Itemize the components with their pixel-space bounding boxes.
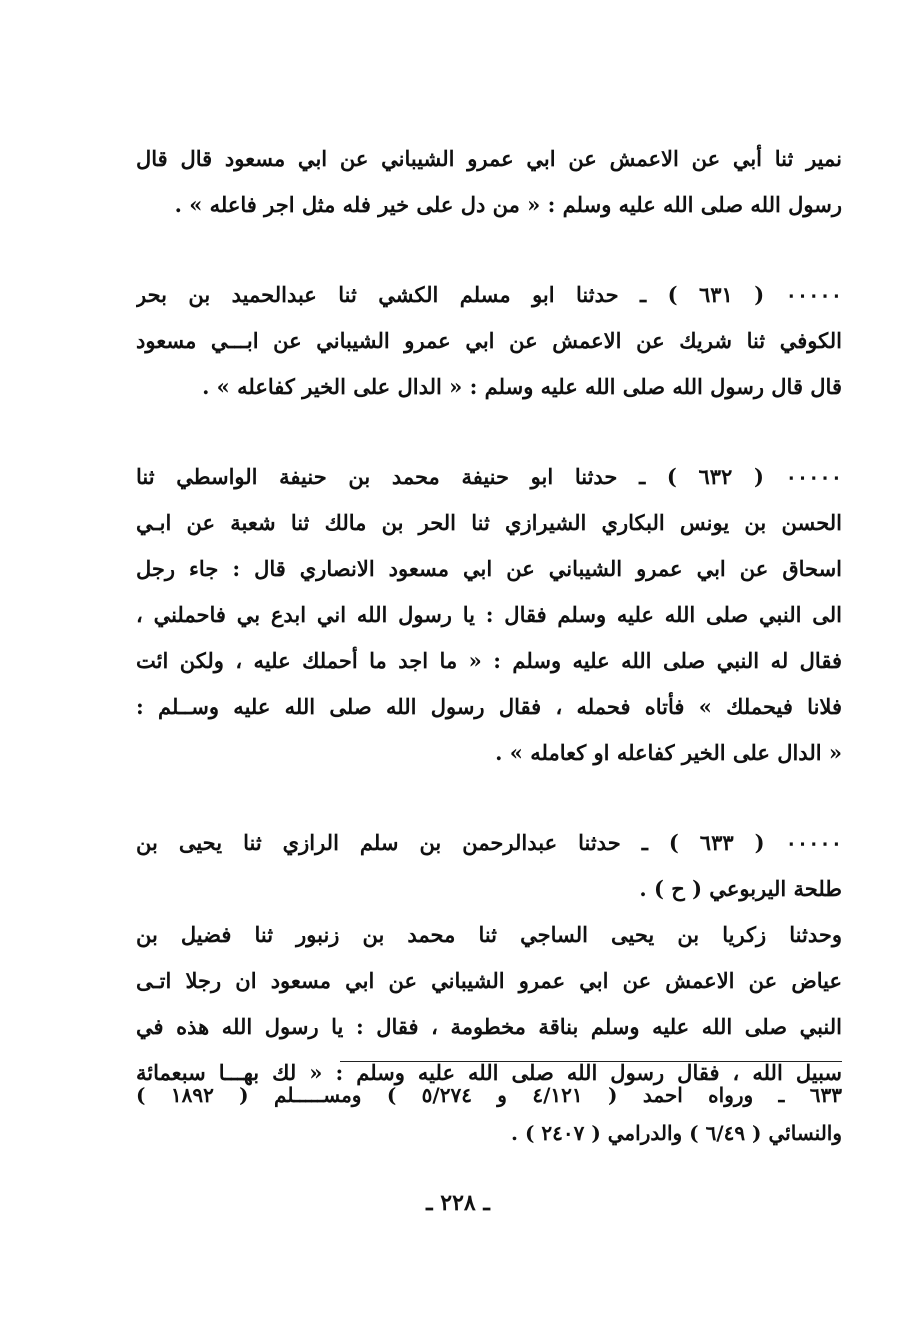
paragraph-gap [136,228,842,272]
text-line: عياض عن الاعمش عن ابي عمرو الشيباني عن ابي مسعود ان رجلا اتـى [136,968,842,993]
text-line: فلانا فيحملك » فأتاه فحمله ، فقال رسول الله صلى الله عليه وســلم : [136,694,842,719]
paragraph-gap [136,410,842,454]
text-line: سبيل الله ، فقال رسول الله صلى الله عليه وسلم : « لك بهـــا سبعمائة [136,1060,842,1085]
text-line: الحسن بن يونس البكاري الشيرازي ثنا الحر بن مالك ثنا شعبة عن ابـي [136,510,842,535]
text-line: الكوفي ثنا شريك عن الاعمش عن ابي عمرو الشيباني عن ابـــي مسعود [136,328,842,353]
text-line: رسول الله صلى الله عليه وسلم : « من دل على خير فله مثل اجر فاعله » . [174,192,842,217]
footnote-divider [340,1061,842,1062]
text-line: ٠٠٠٠٠ ( ٦٣٣ ) ـ حدثنا عبدالرحمن بن سلم الرازي ثنا يحيى بن [136,830,842,855]
text-line: « الدال على الخير كفاعله او كعامله » . [495,740,842,765]
paragraph-630-continuation [136,136,842,228]
footnotes [136,1076,842,1152]
footnote-line: ٦٣٣ ـ ورواه احمد ( ٤/١٢١ و ٥/٢٧٤ ) ومســـــلم ( ١٨٩٢ ) [136,1083,842,1107]
text-line: ٠٠٠٠٠ ( ٦٣١ ) ـ حدثنا ابو مسلم الكشي ثنا عبدالحميد بن بحر [136,282,842,307]
paragraph-gap [136,776,842,820]
text-line: النبي صلى الله عليه وسلم بناقة مخطومة ، فقال : يا رسول الله هذه في [136,1014,842,1039]
text-line: قال قال رسول الله صلى الله عليه وسلم : « الدال على الخير كفاعله » . [202,374,842,399]
main-text [136,136,842,1096]
hadith-632 [136,454,842,776]
hadith-631 [136,272,842,410]
text-line: الى النبي صلى الله عليه وسلم فقال : يا رسول الله اني ابدع بي فاحملني ، [136,602,842,627]
text-line: طلحة اليربوعي ( ح ) . [639,876,842,901]
hadith-633 [136,820,842,912]
text-line: فقال له النبي صلى الله عليه وسلم : « ما اجد ما أحملك عليه ، ولكن ائت [136,648,842,673]
text-line: ٠٠٠٠٠ ( ٦٣٢ ) ـ حدثنا ابو حنيفة محمد بن حنيفة الواسطي ثنا [136,464,842,489]
text-line: وحدثنا زكريا بن يحيى الساجي ثنا محمد بن زنبور ثنا فضيل بن [136,922,842,947]
footnote-line: والنسائي ( ٦/٤٩ ) والدرامي ( ٢٤٠٧ ) . [511,1121,842,1145]
hadith-633-second-chain [136,912,842,1096]
page-number: ـ ٢٢٨ ـ [426,1190,490,1216]
text-line: اسحاق عن ابي عمرو الشيباني عن ابي مسعود الانصاري قال : جاء رجل [136,556,842,581]
text-line: نمير ثنا أبي عن الاعمش عن ابي عمرو الشيباني عن ابي مسعود قال قال [136,146,842,171]
